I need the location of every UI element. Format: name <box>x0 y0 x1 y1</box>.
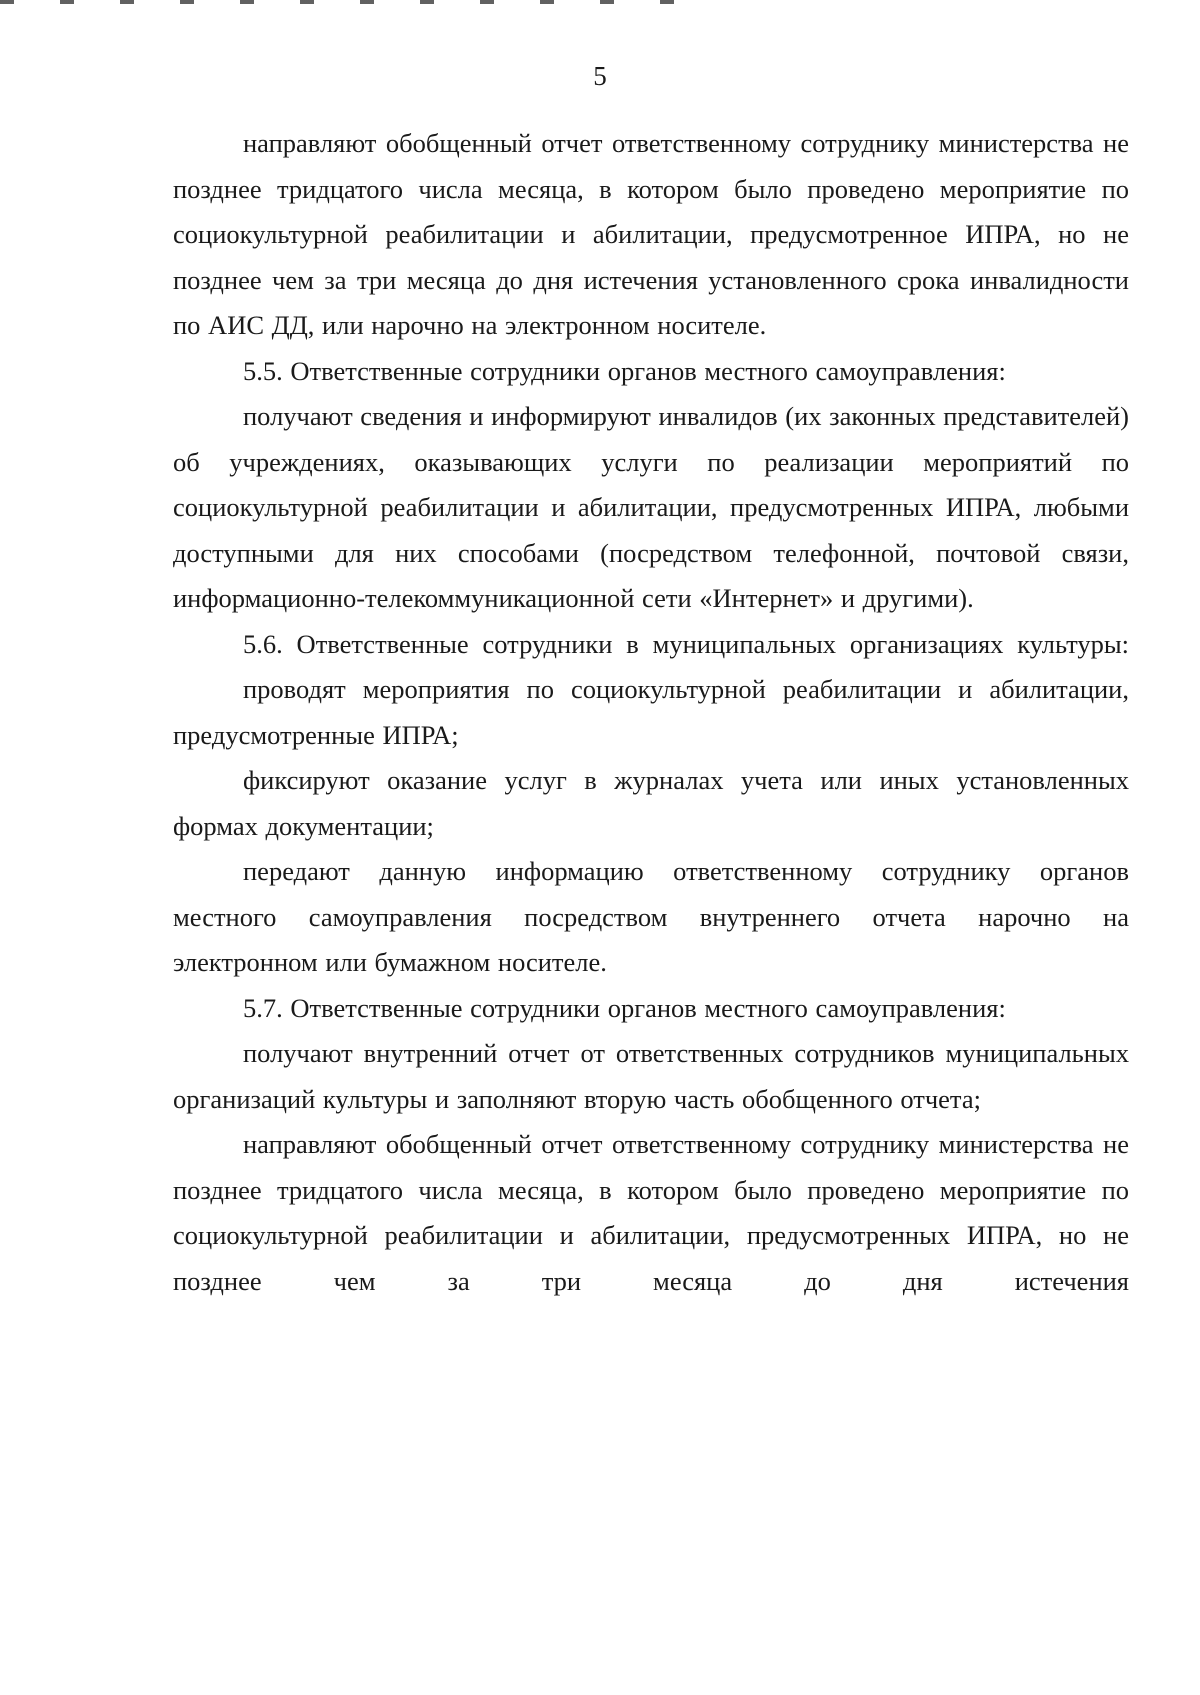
top-dashed-cut-line <box>0 0 680 4</box>
paragraph-conduct-events: проводят мероприятия по социокультурной реабилитации и абилитации, предусмотренные ИПРА; <box>173 674 1129 750</box>
document-body <box>173 121 1129 1304</box>
paragraph-send-report-continued: направляют обобщенный отчет ответственному сотруднику министерства не позднее тридцатого числа месяца, в котором было проведено мероприятие по социокультурной реабилитации и абилитации, предусмотренное ИПРА, но не позднее чем за три месяца до дня истечения установленного срока инвалидности по АИС ДД, или нарочно на электронном носителе. <box>173 128 1129 340</box>
paragraph-section-5-6: 5.6. Ответственные сотрудники в муниципальных организациях культуры: <box>243 628 1129 659</box>
paragraph-receive-internal-report: получают внутренний отчет от ответственных сотрудников муниципальных организаций культуры и заполняют вторую часть обобщенного отчета; <box>173 1038 1129 1114</box>
paragraph-receive-and-inform: получают сведения и информируют инвалидов (их законных представителей) об учреждениях, оказывающих услуги по реализации мероприятий по социокультурной реабилитации и абилитации, предусмотренных ИПРА, любыми доступными для них способами (посредством телефонной, почтовой связи, информационно-телекоммуникационной сети «Интернет» и другими). <box>173 401 1129 613</box>
paragraph-section-5-5: 5.5. Ответственные сотрудники органов местного самоуправления: <box>243 355 1006 386</box>
paragraph-record-services: фиксируют оказание услуг в журналах учета или иных установленных формах документации; <box>173 765 1129 841</box>
paragraph-transfer-information: передают данную информацию ответственному сотруднику органов местного самоуправления посредством внутреннего отчета нарочно на электронном или бумажном носителе. <box>173 856 1129 977</box>
paragraph-section-5-7: 5.7. Ответственные сотрудники органов местного самоуправления: <box>243 992 1006 1023</box>
paragraph-send-report: направляют обобщенный отчет ответственному сотруднику министерства не позднее тридцатого числа месяца, в котором было проведено мероприятие по социокультурной реабилитации и абилитации, предусмотренных ИПРА, но не позднее чем за три месяца до дня истечения <box>173 1129 1129 1296</box>
page-number: 5 <box>593 61 607 91</box>
